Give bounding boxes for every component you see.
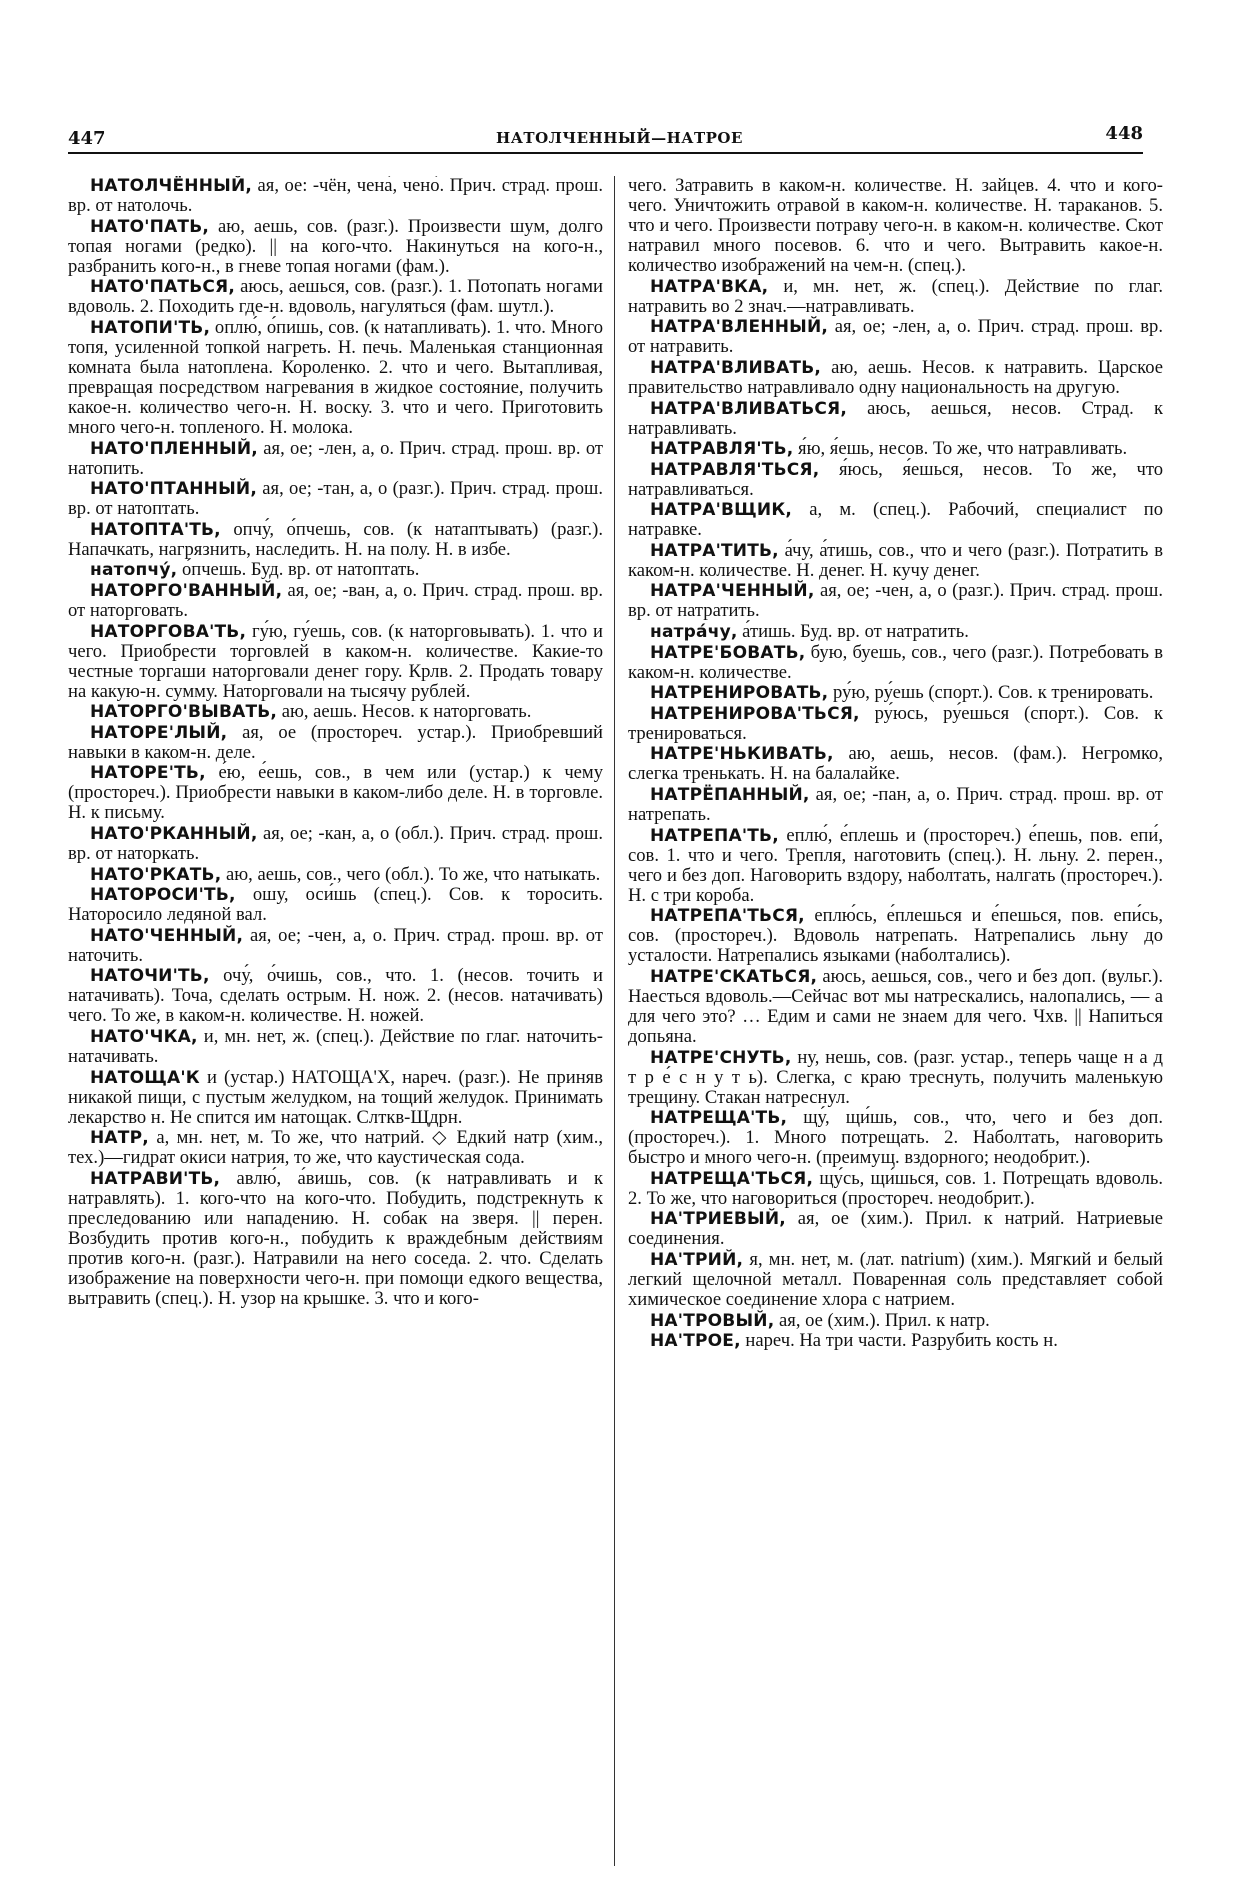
dictionary-entry [628,785,1163,825]
entry-headword: НАТОПИ'ТЬ, [90,317,211,338]
entry-definition: ая, ое (простореч. устар.). Приобревший навыки в каком-н. деле. [68,721,603,763]
entry-definition: о́пчешь. Буд. вр. от натоптать. [177,559,420,581]
dictionary-entry [68,176,603,216]
entry-definition: и, мн. нет, ж. (спец.). Действие по глаг. натравить во 2 знач.—натравливать. [628,275,1163,317]
dictionary-entry [68,560,603,580]
entry-definition: нареч. На три части. Разрубить кость н. [740,1330,1058,1352]
dictionary-entry [628,317,1163,357]
dictionary-entry [628,1311,1163,1331]
entry-headword: НАТО'ПЛЕННЫЙ, [90,438,258,459]
entry-headword: НАТОЧИ'ТЬ, [90,966,210,987]
entry-definition: ая, ое; -чен, а, о (разг.). Прич. страд. прош. вр. от натратить. [628,580,1163,622]
dictionary-entry [68,763,603,823]
entry-headword: НАТРА'ВЩИК, [650,500,793,521]
dictionary-entry [628,1209,1163,1249]
entry-headword: НАТО'ПАТЬ, [90,216,210,237]
dictionary-entry [628,541,1163,581]
dictionary-entry [68,1169,603,1309]
entry-headword: НАТРА'ТИТЬ, [650,540,779,561]
dictionary-entry [68,723,603,763]
entry-headword: НАТО'ЧЕННЫЙ, [90,925,244,946]
entry-headword: НАТО'ПАТЬСЯ, [90,277,235,298]
dictionary-entry [68,318,603,438]
dictionary-entry [68,217,603,277]
dictionary-entry [628,500,1163,540]
page-number-left: 447 [68,128,106,149]
entry-headword: НАТОРЕ'ЛЫЙ, [90,722,228,743]
dictionary-entry [68,277,603,317]
entry-definition: ая, ое; -кан, а, о (обл.). Прич. страд. прош. вр. от наторкать. [68,823,603,865]
dictionary-entry [628,277,1163,317]
entry-definition: аю, аешь, сов. (разг.). Произвести шум, долго топая ногами (редко). || на кого-что. Накинуться на кого-н., разбранить кого-н., в гневе топая ногами (фам.). [68,215,603,277]
entry-headword: НАТРЕ'СКАТЬСЯ, [650,966,818,987]
entry-definition: очу́, о́чишь, сов., что. 1. (несов. точить и натачивать). Точа, сделать острым. Н. нож. 2. (несов. натачивать) чего. То же, в каком-н. количестве. Н. ножей. [68,965,603,1027]
dictionary-entry [68,885,603,925]
dictionary-entry [628,704,1163,744]
right-column [628,176,1163,1866]
dictionary-entry [68,1068,603,1128]
entry-definition: ая, ое: -чён, чена́, чено́. Прич. страд. прош. вр. от натолочь. [68,176,603,217]
dictionary-entry [628,439,1163,459]
entry-headword: НАТОЛЧЁННЫЙ, [90,176,253,196]
entry-headword: НАТРЕ'НЬКИВАТЬ, [650,744,834,765]
dictionary-entry [628,622,1163,642]
entry-headword: НАТРЕЩА'ТЬСЯ, [650,1168,814,1189]
entry-headword: НАТРЕПА'ТЬ, [650,825,779,846]
entry-headword: НА'ТРОЕ, [650,1331,741,1352]
entry-definition: а́тишь. Буд. вр. от натратить. [737,621,969,643]
dictionary-entry [68,824,603,864]
entry-definition: я́ю, я́ешь, несов. То же, что натравливать. [793,438,1128,460]
entry-definition: ая, ое; -пан, а, о. Прич. страд. прош. вр. от натрепать. [628,783,1163,825]
entry-headword: НА'ТРИЕВЫЙ, [650,1209,786,1230]
dictionary-entry [68,702,603,722]
dictionary-entry [628,581,1163,621]
entry-definition: аюсь, аешься, сов., чего и без доп. (вульг.). Наесться вдоволь.—Сейчас вот мы натрескались, налопались, — а для чего это? … Едим и сами не знаем для чего. Чхв. || Напиться допьяна. [628,965,1163,1047]
dictionary-entry [628,967,1163,1047]
entry-headword: НАТРА'ВКА, [650,276,769,297]
entry-definition: а, мн. нет, м. То же, что натрий. ◇ Едкий натр (хим., тех.)—гидрат окиси натрия, то же, что каустическая сода. [68,1127,603,1169]
entry-definition: ая, ое; -ван, а, о. Прич. страд. прош. вр. от наторговать. [68,579,603,621]
entry-definition: и, мн. нет, ж. (спец.). Действие по глаг. наточить-натачивать. [68,1025,603,1068]
entry-definition: бую, буешь, сов., чего (разг.). Потребовать в каком-н. количестве. [628,641,1163,683]
entry-definition: я́юсь, я́ешься, несов. То же, что натравливаться. [628,458,1163,500]
page-number-right: 448 [1105,123,1143,144]
entry-definition: авлю́, а́вишь, сов. (к натравливать и к натравлять). 1. кого-что на кого-что. Побудить, подстрекнуть к преследованию или нападению. Н. собак на зверя. || перен. Возбудить против кого-н., побудить к враждебным действиям против кого-н. (разг.). Натравили на него соседа. 2. что. Сделать изображение на поверхности чего-н. при помощи едкого вещества, вытравить (спец.). Н. узор на крышке. 3. что и кого- [68,1167,603,1310]
entry-definition: а́чу, а́тишь, сов., что и чего (разг.). Потратить в каком-н. количестве. Н. денег. Н. кучу денег. [628,539,1163,581]
entry-definition: е́ю, е́ешь, сов., в чем или (устар.) к чему (простореч.). Приобрести навыки в каком-либо деле. Н. в торговле. Н. к письму. [68,762,603,824]
entry-definition: чего. Затравить в каком-н. количестве. Н. зайцев. 4. что и кого-чего. Уничтожить отравой в каком-н. количестве. Н. тараканов. 5. что и чего. Произвести потраву чего-н. в каком-н. количестве. Скот натравил много посевов. 6. что и чего. Вытравить какое-н. количество изображений на чем-н. (спец.). [628,176,1163,277]
dictionary-entry [628,683,1163,703]
entry-definition: и (устар.) НАТОЩА'Х, нареч. (разг.). Не приняв никакой пищи, с пустым желудком, на тощий желудок. Принимать лекарство н. Не спится им натощак. Слткв-Щдрн. [68,1066,603,1128]
entry-definition: ру́ю, ру́ешь (спорт.). Сов. к тренировать. [828,682,1154,704]
entry-headword: НА'ТРОВЫЙ, [650,1310,775,1331]
entry-definition: оплю́, о́пишь, сов. (к натапливать). 1. что. Много топя, усиленной топкой нагреть. Н. печь. Маленькая станционная комната была натоплена. Короленко. 2. что и чего. Вытапливая, превращая посредством нагревания в жидкое состояние, получить какое-н. количество чего-н. Н. воску. 3. что и чего. Приготовить много чего-н. топленого. Н. молока. [68,316,603,439]
dictionary-entry [628,744,1163,784]
entry-headword: НАТРАВИ'ТЬ, [90,1168,221,1189]
entry-definition: аю, аешь, сов., чего (обл.). То же, что натыкать. [221,863,601,885]
entry-definition: ну, нешь, сов. (разг. устар., теперь чаще н а д т р е́ с н у т ь). Слегка, с краю треснуть, получить маленькую трещину. Стакан натреснул. [628,1046,1163,1108]
dictionary-entry [68,926,603,966]
entry-definition: аю, аешь. Несов. к наторговать. [277,701,532,723]
entry-definition: еплю́, е́плешь и (простореч.) е́пешь, пов. епи́, сов. 1. что и чего. Трепля, наготовить (спец.). Н. льну. 2. перен., чего и без доп. Наговорить вздору, наболтать, налгать (простореч.). Н. с три короба. [628,824,1163,906]
entry-headword: НАТРЕНИРОВА'ТЬСЯ, [650,703,860,724]
entry-headword: НАТРА'ЧЕННЫЙ, [650,581,815,602]
entry-headword: НАТОЩА'К [90,1067,200,1088]
dictionary-entry [628,643,1163,683]
entry-headword: натра́чу, [650,622,738,643]
entry-headword: НАТРЕ'СНУТЬ, [650,1047,792,1068]
dictionary-entry [628,1250,1163,1310]
dictionary-entry [68,439,603,479]
entry-definition: ая, ое (хим.). Прил. к натрий. Натриевые соединения. [628,1208,1163,1250]
entry-headword: НАТРА'ВЛИВАТЬ, [650,357,822,378]
entry-definition: ая, ое; -чен, а, о. Прич. страд. прош. вр. от наточить. [68,924,603,966]
entry-definition: аю, аешь. Несов. к натравить. Царское правительство натравливало одну национальность на другую. [628,356,1163,398]
entry-definition: опчу́, о́пчешь, сов. (к натаптывать) (разг.). Напачкать, нагрязнить, наследить. Н. на полу. Н. в избе. [68,518,603,560]
dictionary-entry [628,1169,1163,1209]
left-column [68,176,603,1866]
entry-headword: НАТРЕПА'ТЬСЯ, [650,906,805,927]
entry-definition: я, мн. нет, м. (лат. natrium) (хим.). Мягкий и белый легкий щелочной металл. Поваренная соль представляет собой химическое соединение хлора с натрием. [628,1248,1163,1311]
dictionary-entry [628,460,1163,500]
dictionary-entry [628,1048,1163,1108]
entry-headword: НАТРАВЛЯ'ТЬСЯ, [650,459,820,480]
dictionary-entry [628,826,1163,906]
entry-definition: ая, ое; -лен, а, о. Прич. страд. прош. вр. от натопить. [68,437,603,479]
dictionary-entry [628,1108,1163,1168]
entry-headword: НАТРАВЛЯ'ТЬ, [650,439,794,460]
entry-definition: ру́юсь, ру́ешься (спорт.). Сов. к тренироваться. [628,702,1163,744]
entry-definition: а, м. (спец.). Рабочий, специалист по натравке. [628,499,1163,541]
dictionary-entry [68,622,603,702]
dictionary-entry [68,966,603,1026]
entry-headword: НАТО'РКАТЬ, [90,864,222,885]
entry-definition: ая, ое; -тан, а, о (разг.). Прич. страд. прош. вр. от натоптать. [68,478,603,520]
entry-definition: ая, ое (хим.). Прил. к натр. [774,1309,990,1331]
entry-headword: НАТО'РКАННЫЙ, [90,824,258,844]
entry-headword: НАТР, [90,1128,149,1149]
dictionary-entry [628,358,1163,398]
entry-headword: НАТРЕЩА'ТЬ, [650,1108,788,1129]
running-head: НАТОЛЧЕННЫЙ—НАТРОЕ [496,129,743,147]
entry-definition: аюсь, аешься, несов. Страд. к натравливать. [628,397,1163,439]
header-rule [68,152,1143,154]
entry-headword: НАТОРГО'ВЫВАТЬ, [90,702,278,723]
entry-headword: НАТРА'ВЛЕННЫЙ, [650,317,829,338]
dictionary-entry [628,176,1163,276]
dictionary-entry [628,906,1163,966]
entry-definition: ошу, оси́шь (спец.). Сов. к торосить. Наторосило ледяной вал. [68,884,603,926]
entry-headword: натопчу́, [90,560,178,581]
entry-headword: НАТОРЕ'ТЬ, [90,763,206,784]
entry-definition: ая, ое; -лен, а, о. Прич. страд. прош. вр. от натравить. [628,316,1163,358]
entry-definition: аю, аешь, несов. (фам.). Негромко, слегка тренькать. Н. на балалайке. [628,743,1163,785]
dictionary-entry [628,399,1163,439]
entry-definition: щу́, щи́шь, сов., что, чего и без доп. (простореч.). 1. Много потрещать. 2. Наболтать, наговорить быстро и много чего-н. (преимущ. вздорного; неодобрит.). [628,1107,1163,1169]
page-header [0,0,1239,155]
dictionary-entry [68,1027,603,1067]
entry-headword: НАТОПТА'ТЬ, [90,519,221,540]
entry-headword: НА'ТРИЙ, [650,1249,744,1270]
entry-definition: аюсь, аешься, сов. (разг.). 1. Потопать ногами вдоволь. 2. Походить где-н. вдоволь, нагуляться (фам. шутл.). [68,276,603,318]
entry-headword: НАТРЕ'БОВАТЬ, [650,642,806,663]
entry-headword: НАТРЕНИРОВАТЬ, [650,683,829,704]
entry-definition: щу́сь, щи́шься, сов. 1. Потрещать вдоволь. 2. То же, что наговориться (простореч. неодобрит.). [628,1167,1163,1209]
entry-headword: НАТО'ПТАННЫЙ, [90,479,257,500]
entry-headword: НАТОРГОВА'ТЬ, [90,621,247,642]
entry-headword: НАТРЁПАННЫЙ, [650,784,810,805]
entry-definition: еплю́сь, е́плешься и е́пешься, пов. епи́сь, сов. (простореч.). Вдоволь натрепать. Натрепались льну до усталости. Натрепались языками (наболтались). [628,905,1163,967]
entry-definition: гу́ю, гу́ешь, сов. (к наторговывать). 1. что и чего. Приобрести торговлей в каком-н. количестве. Какие-то честные торгаши наторговали денег гору. Крлв. 2. Продать товару на какую-н. сумму. Наторговали на тысячу рублей. [68,620,603,702]
dictionary-entry [68,1128,603,1168]
dictionary-entry [628,1331,1163,1351]
dictionary-entry [68,479,603,519]
entry-headword: НАТОРГО'ВАННЫЙ, [90,580,283,601]
entry-headword: НАТРА'ВЛИВАТЬСЯ, [650,398,847,419]
dictionary-entry [68,865,603,885]
column-divider [614,176,615,1866]
dictionary-entry [68,520,603,560]
dictionary-entry [68,581,603,621]
entry-headword: НАТОРОСИ'ТЬ, [90,885,236,906]
entry-headword: НАТО'ЧКА, [90,1026,198,1047]
